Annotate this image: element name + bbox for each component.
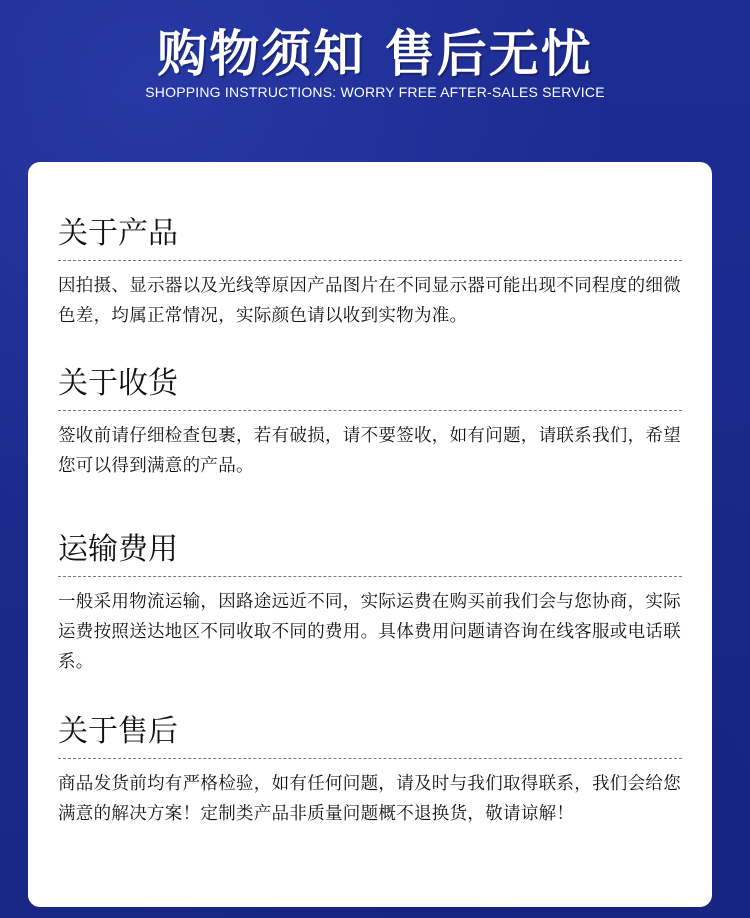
page-subtitle: SHOPPING INSTRUCTIONS: WORRY FREE AFTER-SALES SERVICE — [145, 84, 605, 100]
section-body: 商品发货前均有严格检验，如有任何问题，请及时与我们取得联系，我们会给您满意的解决方案！定制类产品非质量问题概不退换货，敬请谅解！ — [58, 774, 681, 824]
section-shipping — [58, 530, 682, 677]
section-title: 运输费用 — [58, 530, 682, 577]
section-title: 关于产品 — [58, 214, 682, 261]
section-body: 因拍摄、显示器以及光线等原因产品图片在不同显示器可能出现不同程度的细微色差，均属正常情况，实际颜色请以收到实物为准。 — [58, 276, 681, 326]
section-product — [58, 214, 682, 331]
info-card — [28, 162, 712, 907]
section-title: 关于收货 — [58, 364, 682, 411]
section-after-sales — [58, 712, 682, 829]
page-header — [0, 0, 750, 160]
section-body: 签收前请仔细检查包裹，若有破损，请不要签收，如有问题，请联系我们，希望您可以得到满意的产品。 — [58, 426, 681, 476]
section-receiving — [58, 364, 682, 481]
section-body: 一般采用物流运输，因路途远近不同，实际运费在购买前我们会与您协商，实际运费按照送达地区不同收取不同的费用。具体费用问题请咨询在线客服或电话联系。 — [58, 592, 681, 672]
page-title: 购物须知 售后无忧 — [157, 25, 593, 83]
section-title: 关于售后 — [58, 712, 682, 759]
